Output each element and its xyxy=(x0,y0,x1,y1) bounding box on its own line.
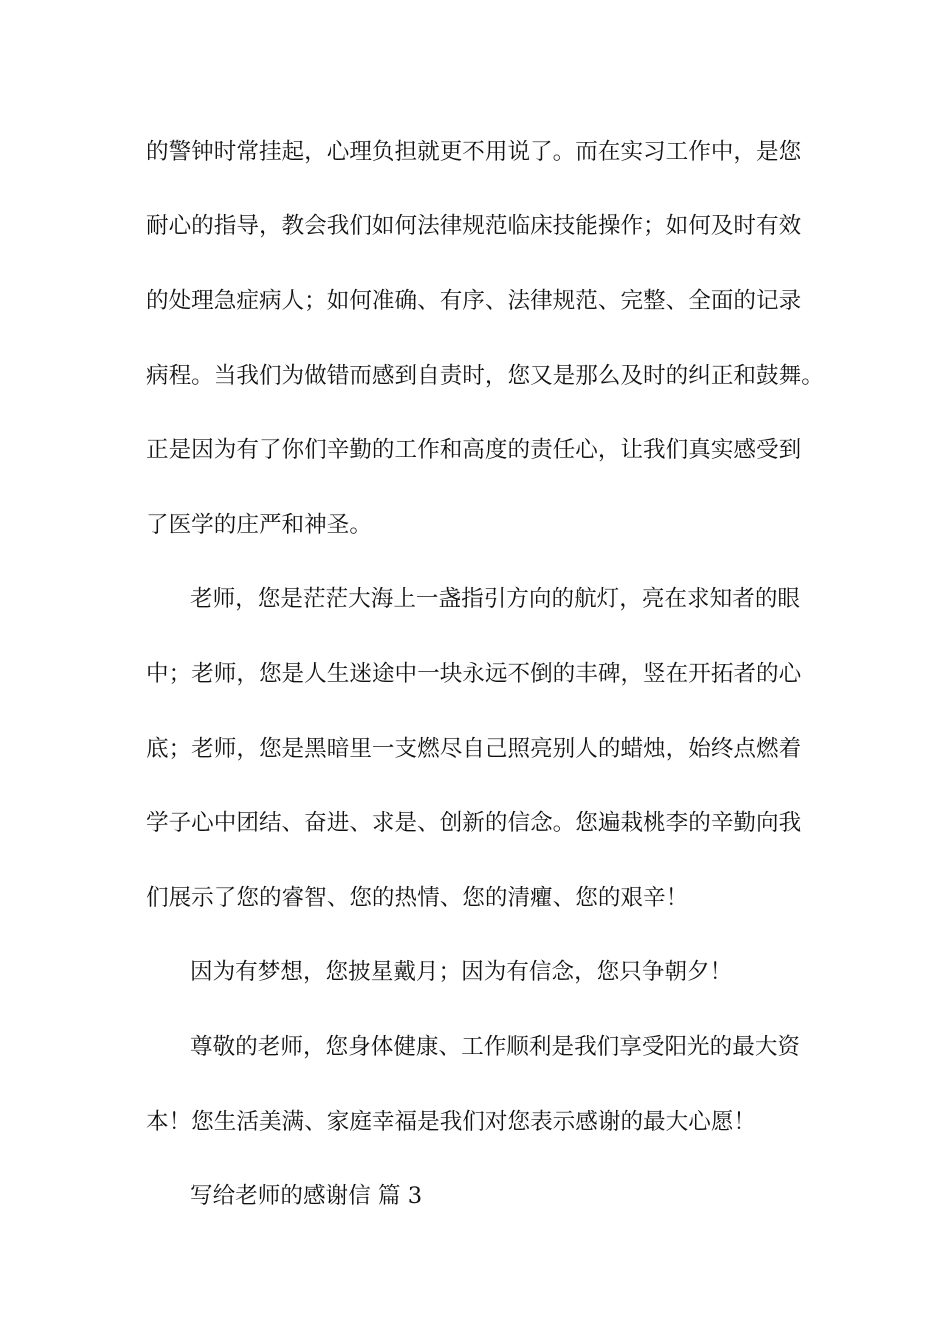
text-line: 学子心中团结、奋进、求是、创新的信念。您遍栽桃李的辛勤向我 xyxy=(146,810,802,836)
text-line: 尊敬的老师，您身体健康、工作顺利是我们享受阳光的最大资 xyxy=(190,1034,801,1060)
text-line: 中；老师，您是人生迷途中一块永远不倒的丰碑，竖在开拓者的心 xyxy=(146,661,802,687)
text-line: 了医学的庄严和神圣。 xyxy=(146,512,372,538)
text-line: 底；老师，您是黑暗里一支燃尽自己照亮别人的蜡烛，始终点燃着 xyxy=(146,736,802,762)
text-line: 耐心的指导，教会我们如何法律规范临床技能操作；如何及时有效 xyxy=(146,213,802,239)
text-line: 本！您生活美满、家庭幸福是我们对您表示感谢的最大心愿！ xyxy=(146,1109,757,1135)
text-line: 病程。当我们为做错而感到自责时，您又是那么及时的纠正和鼓舞。 xyxy=(146,363,824,389)
text-line: 们展示了您的睿智、您的热情、您的清癯、您的艰辛！ xyxy=(146,885,689,911)
text-line: 老师，您是茫茫大海上一盏指引方向的航灯，亮在求知者的眼 xyxy=(190,586,801,612)
text-line: 正是因为有了你们辛勤的工作和高度的责任心，让我们真实感受到 xyxy=(146,437,802,463)
text-line: 因为有梦想，您披星戴月；因为有信念，您只争朝夕！ xyxy=(190,959,733,985)
text-line: 的警钟时常挂起，心理负担就更不用说了。而在实习工作中，是您 xyxy=(146,139,802,165)
section-heading: 写给老师的感谢信 篇 3 xyxy=(190,1183,423,1209)
text-line: 的处理急症病人；如何准确、有序、法律规范、完整、全面的记录 xyxy=(146,288,802,314)
